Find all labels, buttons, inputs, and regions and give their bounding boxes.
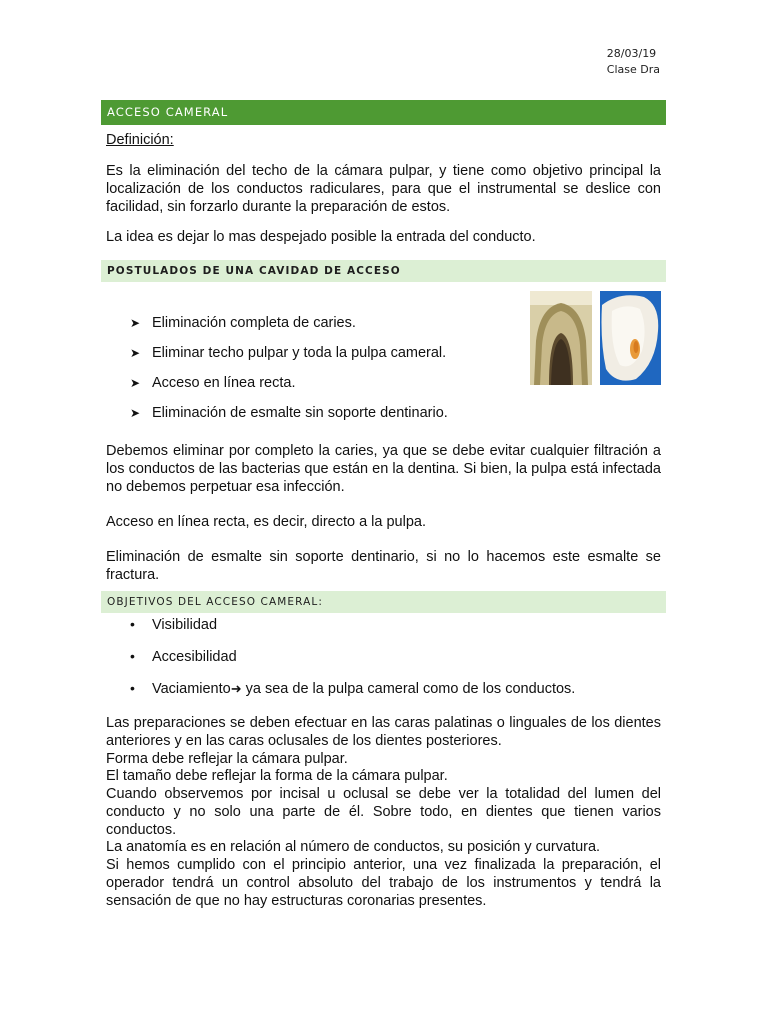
definition-label: Definición: [106, 132, 174, 148]
list-item: ➤ Eliminación de esmalte sin soporte dentinario. [130, 405, 448, 421]
bullet-icon: • [130, 616, 135, 632]
bullet-icon: • [130, 648, 135, 664]
section-title-objetivos: OBJETIVOS DEL ACCESO CAMERAL: [101, 591, 666, 613]
header-subtitle: Clase Dra [606, 63, 660, 76]
list-item: ➤ Eliminación completa de caries. [130, 315, 356, 331]
list-item: ➤ Acceso en línea recta. [130, 375, 296, 391]
closing-paragraph-5: La anatomía es en relación al número de conductos, su posición y curvatura. [106, 839, 601, 855]
arrow-bullet-icon: ➤ [130, 406, 141, 420]
definition-paragraph-1: Es la eliminación del techo de la cámara pulpar, y tiene como objetivo principal la localización de los conductos radiculares, para que el instrumental se deslice con facilidad, sin forzarlo durante la preparación de estos. [106, 163, 661, 215]
list-item: • Accesibilidad [130, 648, 237, 665]
list-item: • Vaciamiento➜ ya sea de la pulpa cameral como de los conductos. [130, 680, 576, 697]
bullet-icon: • [130, 680, 135, 696]
closing-paragraph-3: El tamaño debe reflejar la forma de la cámara pulpar. [106, 768, 448, 784]
definition-paragraph-2: La idea es dejar lo mas despejado posible la entrada del conducto. [106, 229, 536, 245]
arrow-bullet-icon: ➤ [130, 376, 141, 390]
tooth-section-image [530, 291, 592, 385]
list-item: ➤ Eliminar techo pulpar y toda la pulpa cameral. [130, 345, 447, 361]
postulados-paragraph-2: Acceso en línea recta, es decir, directo a la pulpa. [106, 514, 426, 530]
postulados-paragraph-1: Debemos eliminar por completo la caries, ya que se debe evitar cualquier filtración a los conductos de las bacterias que están en la dentina. Si bien, la pulpa está infectada no debemos perpetuar esa infección. [106, 443, 661, 495]
closing-paragraph-4: Cuando observemos por incisal u oclusal se debe ver la totalidad del lumen del conducto y no solo una parte de él. Sobre todo, en dientes que tienen varios conductos. [106, 786, 661, 838]
postulados-paragraph-3: Eliminación de esmalte sin soporte dentinario, si no lo hacemos este esmalte se fractura. [106, 549, 661, 583]
tooth-occlusal-image [600, 291, 661, 385]
section-title-acceso-cameral: ACCESO CAMERAL [101, 100, 666, 125]
right-arrow-icon: ➜ [230, 681, 242, 696]
closing-paragraph-1: Las preparaciones se deben efectuar en las caras palatinas o linguales de los dientes anteriores y en las caras oclusales de los dientes posteriores. [106, 715, 661, 749]
closing-paragraph-6: Si hemos cumplido con el principio anterior, una vez finalizada la preparación, el operador tendrá un control absoluto del trabajo de los instrumentos y tendrá la sensación de que no hay estructuras coronarias presentes. [106, 857, 661, 909]
list-item: • Visibilidad [130, 616, 218, 633]
arrow-bullet-icon: ➤ [130, 346, 141, 360]
closing-paragraph-2: Forma debe reflejar la cámara pulpar. [106, 751, 348, 767]
arrow-bullet-icon: ➤ [130, 316, 141, 330]
section-title-postulados: POSTULADOS DE UNA CAVIDAD DE ACCESO [101, 260, 666, 282]
page-header [607, 46, 660, 78]
header-date: 28/03/19 [606, 47, 657, 60]
